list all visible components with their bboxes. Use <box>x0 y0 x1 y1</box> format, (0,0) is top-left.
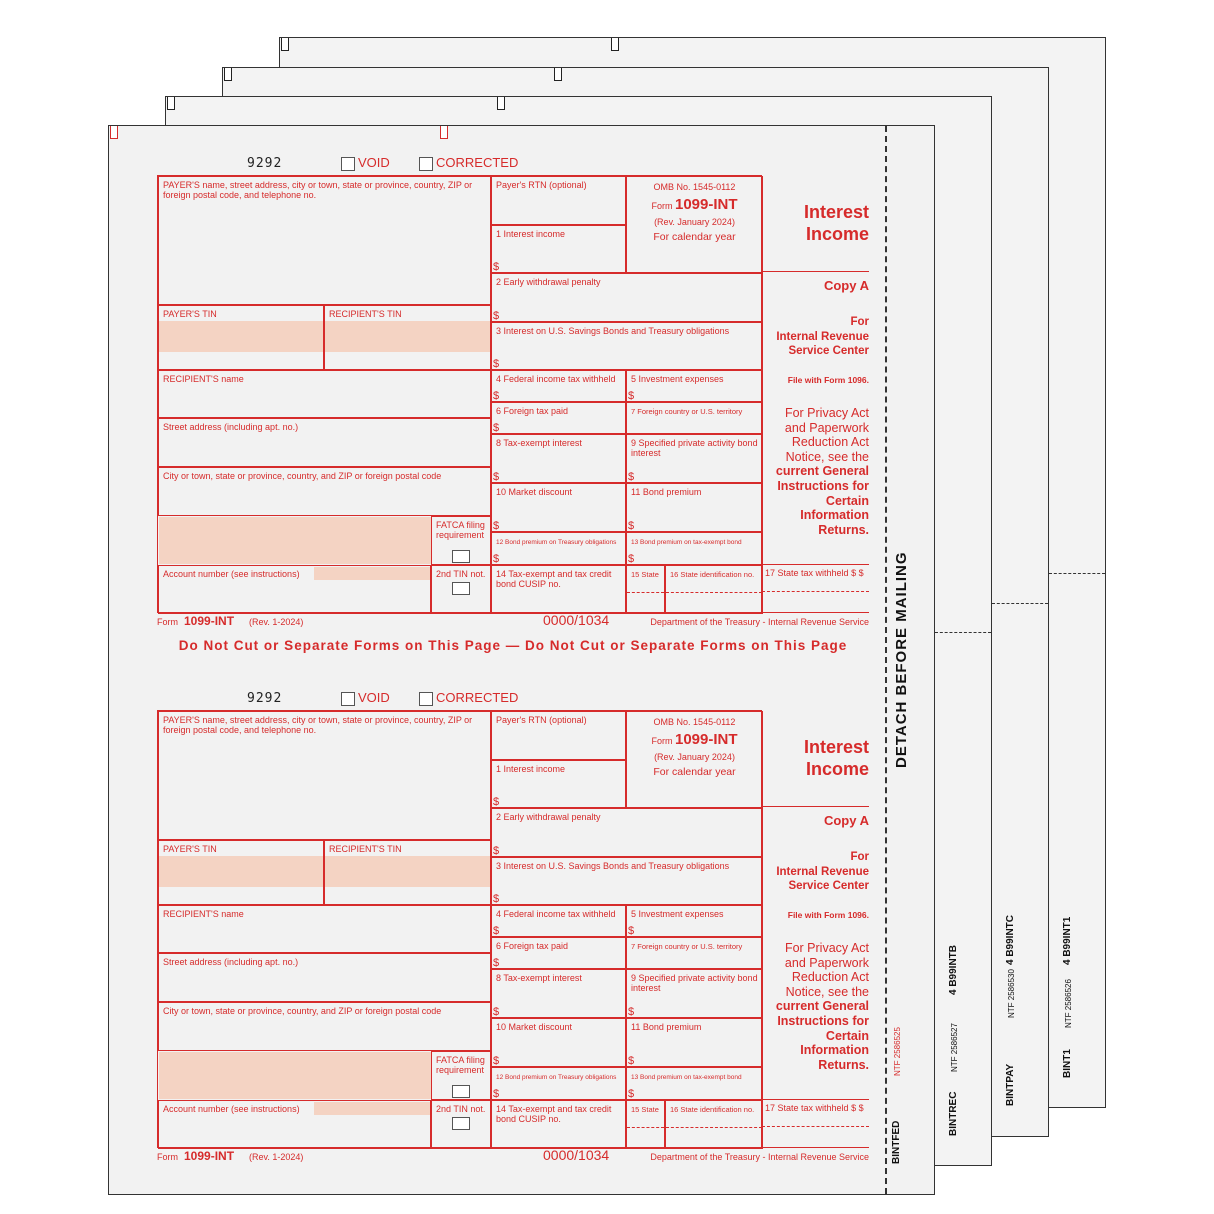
recipient-name-box[interactable]: RECIPIENT'S name <box>158 905 491 953</box>
box3-savings-bonds[interactable]: 3 Interest on U.S. Savings Bonds and Treasury obligations $ <box>491 857 763 905</box>
box13-tax-exempt-premium[interactable]: 13 Bond premium on tax-exempt bond $ <box>626 1067 763 1100</box>
omb-box: OMB No. 1545-0112 Form 1099-INT (Rev. January 2024) For calendar year <box>626 711 763 808</box>
second-tin-checkbox[interactable] <box>452 1117 470 1130</box>
box14-cusip[interactable]: 14 Tax-exempt and tax credit bond CUSIP no. <box>491 1100 626 1149</box>
for-irs: For Internal Revenue Service Center <box>776 851 869 892</box>
corrected-checkbox[interactable]: CORRECTED <box>419 155 518 171</box>
box8-tax-exempt-interest[interactable]: 8 Tax-exempt interest $ <box>491 969 626 1018</box>
stub-bintfed: BINTFED <box>891 1120 902 1164</box>
form-1099-int-top <box>157 155 869 645</box>
privacy-notice: For Privacy Act and Paperwork Reduction Act Notice, see the current General Instructions for Certain Information Returns. <box>775 941 869 1072</box>
sheet-2-dash <box>935 632 991 633</box>
printed-form-number: 9292 <box>247 691 283 706</box>
box5-investment-expenses[interactable]: 5 Investment expenses $ <box>626 905 763 937</box>
void-checkbox[interactable]: VOID <box>341 690 390 706</box>
copy-label: Copy A <box>823 278 869 293</box>
box1-interest-income[interactable]: 1 Interest income $ <box>491 225 626 273</box>
street-address-box[interactable]: Street address (including apt. no.) <box>158 953 491 1002</box>
front-notch-mid <box>440 126 448 139</box>
box17-state-tax[interactable]: 17 State tax withheld $ $ <box>762 564 869 613</box>
box4-federal-tax[interactable]: 4 Federal income tax withheld $ <box>491 370 626 402</box>
stub-ntf-1: NTF 2586526 <box>1064 979 1073 1028</box>
second-tin-checkbox[interactable] <box>452 582 470 595</box>
sheet-4-dash <box>1049 573 1105 574</box>
payer-info-box[interactable]: PAYER'S name, street address, city or town, state or province, country, ZIP or foreign postal code, and telephone no. <box>158 711 491 840</box>
stub-bint1: BINT1 <box>1062 1049 1073 1078</box>
recipient-tin-shade <box>325 856 490 887</box>
detach-dashed-line <box>885 126 887 1194</box>
box11-bond-premium[interactable]: 11 Bond premium $ <box>626 483 763 532</box>
fatca-checkbox[interactable] <box>452 550 470 563</box>
stub-rec-code: 4 B99INTB <box>948 944 959 995</box>
form-grid <box>157 175 762 613</box>
void-box[interactable] <box>341 692 355 706</box>
detach-label: DETACH BEFORE MAILING <box>893 551 910 768</box>
form-title: Interest Income <box>803 737 869 779</box>
file-with: File with Form 1096. <box>787 910 869 920</box>
recipient-name-box[interactable]: RECIPIENT'S name <box>158 370 491 418</box>
box15-state[interactable]: 15 State <box>626 1100 665 1149</box>
file-with: File with Form 1096. <box>787 375 869 385</box>
second-tin-box[interactable]: 2nd TIN not. <box>431 1100 491 1149</box>
account-number-box[interactable]: Account number (see instructions) <box>158 565 431 614</box>
second-tin-box[interactable]: 2nd TIN not. <box>431 565 491 614</box>
stub-bintrec: BINTREC <box>948 1091 959 1136</box>
box12-treasury-premium[interactable]: 12 Bond premium on Treasury obligations $ <box>491 532 626 565</box>
payer-tin-shade <box>159 856 323 887</box>
stub-ntf-fed: NTF 2586525 <box>893 1027 902 1076</box>
form-footer: Form 1099-INT (Rev. 1-2024) 0000/1034 Department of the Treasury - Internal Revenue Service <box>157 612 869 628</box>
sheet-3-notch-mid <box>554 68 562 81</box>
sheet-4-notch-mid <box>611 38 619 51</box>
corrected-box[interactable] <box>419 157 433 171</box>
box15-state[interactable]: 15 State <box>626 565 665 614</box>
box6-foreign-tax[interactable]: 6 Foreign tax paid $ <box>491 937 626 969</box>
shaded-block <box>159 1052 431 1099</box>
sheet-3-notch-left <box>224 68 232 81</box>
fatca-box[interactable]: FATCA filing requirement <box>431 516 491 565</box>
payer-tin-shade <box>159 321 323 352</box>
account-number-box[interactable]: Account number (see instructions) <box>158 1100 431 1149</box>
printed-form-number: 9292 <box>247 156 283 171</box>
box14-cusip[interactable]: 14 Tax-exempt and tax credit bond CUSIP no. <box>491 565 626 614</box>
form-top-line <box>157 155 557 173</box>
corrected-checkbox[interactable]: CORRECTED <box>419 690 518 706</box>
payer-tin-box[interactable]: PAYER'S TIN <box>158 305 324 370</box>
payer-rtn-box[interactable]: Payer's RTN (optional) <box>491 711 626 760</box>
box9-private-activity[interactable]: 9 Specified private activity bond interest $ <box>626 434 763 483</box>
sheet-4-notch-left <box>281 38 289 51</box>
recipient-tin-box[interactable]: RECIPIENT'S TIN <box>324 840 491 905</box>
payer-tin-box[interactable]: PAYER'S TIN <box>158 840 324 905</box>
sheet-2-notch-left <box>167 97 175 110</box>
front-notch-left <box>110 126 118 139</box>
sheet-2-notch-mid <box>497 97 505 110</box>
city-box[interactable]: City or town, state or province, country, and ZIP or foreign postal code <box>158 467 491 516</box>
account-shade <box>314 1102 430 1115</box>
box10-market-discount[interactable]: 10 Market discount $ <box>491 483 626 532</box>
right-info-panel <box>762 175 869 613</box>
box8-tax-exempt-interest[interactable]: 8 Tax-exempt interest $ <box>491 434 626 483</box>
box5-investment-expenses[interactable]: 5 Investment expenses $ <box>626 370 763 402</box>
sheet-3-dash <box>992 603 1048 604</box>
shaded-block <box>159 517 431 564</box>
privacy-notice: For Privacy Act and Paperwork Reduction Act Notice, see the current General Instructions for Certain Information Returns. <box>775 406 869 537</box>
box4-federal-tax[interactable]: 4 Federal income tax withheld $ <box>491 905 626 937</box>
fatca-checkbox[interactable] <box>452 1085 470 1098</box>
recipient-tin-shade <box>325 321 490 352</box>
box12-treasury-premium[interactable]: 12 Bond premium on Treasury obligations $ <box>491 1067 626 1100</box>
stub-ntf-rec: NTF 2586527 <box>950 1023 959 1072</box>
box17-state-tax[interactable]: 17 State tax withheld $ $ <box>762 1099 869 1148</box>
stub-code-1: 4 B99INT1 <box>1062 916 1073 965</box>
city-box[interactable]: City or town, state or province, country, and ZIP or foreign postal code <box>158 1002 491 1051</box>
box2-early-withdrawal[interactable]: 2 Early withdrawal penalty $ <box>491 273 763 322</box>
do-not-cut-notice: Do Not Cut or Separate Forms on This Page — Do Not Cut or Separate Forms on This Page <box>178 638 848 653</box>
for-irs: For Internal Revenue Service Center <box>776 316 869 357</box>
recipient-tin-box[interactable]: RECIPIENT'S TIN <box>324 305 491 370</box>
form-title: Interest Income <box>803 202 869 244</box>
box16-state-id[interactable]: 16 State identification no. <box>665 565 763 614</box>
box13-tax-exempt-premium[interactable]: 13 Bond premium on tax-exempt bond $ <box>626 532 763 565</box>
street-address-box[interactable]: Street address (including apt. no.) <box>158 418 491 467</box>
box7-foreign-country[interactable]: 7 Foreign country or U.S. territory <box>626 937 763 969</box>
right-info-panel <box>762 710 869 1148</box>
fatca-box[interactable]: FATCA filing requirement <box>431 1051 491 1100</box>
box1-interest-income[interactable]: 1 Interest income $ <box>491 760 626 808</box>
copy-label: Copy A <box>823 813 869 828</box>
box7-foreign-country[interactable]: 7 Foreign country or U.S. territory <box>626 402 763 434</box>
form-1099-int-bottom <box>157 690 869 1180</box>
box16-state-id[interactable]: 16 State identification no. <box>665 1100 763 1149</box>
void-checkbox[interactable]: VOID <box>341 155 390 171</box>
account-shade <box>314 567 430 580</box>
box2-early-withdrawal[interactable]: 2 Early withdrawal penalty $ <box>491 808 763 857</box>
form-footer: Form 1099-INT (Rev. 1-2024) 0000/1034 Department of the Treasury - Internal Revenue Service <box>157 1147 869 1163</box>
payer-rtn-box[interactable]: Payer's RTN (optional) <box>491 176 626 225</box>
corrected-box[interactable] <box>419 692 433 706</box>
form-top-line <box>157 690 557 708</box>
omb-box: OMB No. 1545-0112 Form 1099-INT (Rev. January 2024) For calendar year <box>626 176 763 273</box>
form-grid <box>157 710 762 1148</box>
box6-foreign-tax[interactable]: 6 Foreign tax paid $ <box>491 402 626 434</box>
stub-pay-code: 4 B99INTC <box>1005 914 1016 965</box>
stub-ntf-pay: NTF 2586530 <box>1007 969 1016 1018</box>
box11-bond-premium[interactable]: 11 Bond premium $ <box>626 1018 763 1067</box>
payer-info-box[interactable]: PAYER'S name, street address, city or town, state or province, country, ZIP or foreign postal code, and telephone no. <box>158 176 491 305</box>
box3-savings-bonds[interactable]: 3 Interest on U.S. Savings Bonds and Treasury obligations $ <box>491 322 763 370</box>
void-box[interactable] <box>341 157 355 171</box>
box10-market-discount[interactable]: 10 Market discount $ <box>491 1018 626 1067</box>
box9-private-activity[interactable]: 9 Specified private activity bond interest $ <box>626 969 763 1018</box>
stub-bintpay: BINTPAY <box>1005 1063 1016 1106</box>
